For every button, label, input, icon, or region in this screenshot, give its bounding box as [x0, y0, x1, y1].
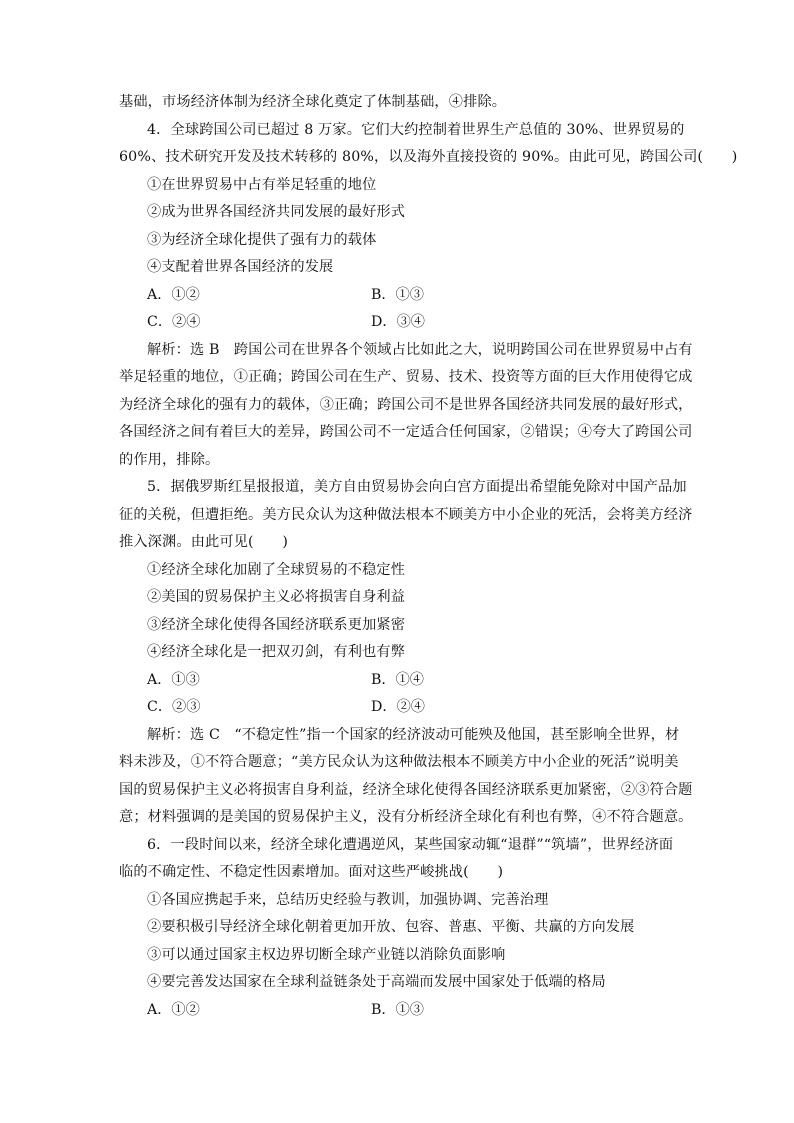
q6-option-a: A．①② — [147, 1002, 200, 1018]
question-6-stem: 6．一段时间以来，经济全球化遭遇逆风，某些国家动辄“退群”“筑墙”，世界经济面 — [147, 837, 674, 853]
q6-statement-4: ④要完善发达国家在全球利益链条处于高端而发展中国家处于低端的格局 — [147, 974, 606, 990]
q6-statement-2: ②要积极引导经济全球化朝着更加开放、包容、普惠、平衡、共赢的方向发展 — [147, 919, 635, 935]
q4-statement-3: ③为经济全球化提供了强有力的载体 — [147, 232, 377, 248]
q6-statement-1: ①各国应携起手来，总结历史经验与教训，加强协调、完善治理 — [147, 892, 549, 908]
question-5-stem: 5．据俄罗斯红星报报道，美方自由贸易协会向白宫方面提出希望能免除对中国产品加 — [147, 479, 687, 495]
q5-analysis-cont: 料未涉及，①不符合题意；“美方民众认为这种做法根本不顾美方中小企业的死活”说明美 — [119, 754, 679, 770]
q4-option-d: D．③④ — [371, 314, 425, 330]
question-4-stem: 4．全球跨国公司已超过 8 万家。它们大约控制着世界生产总值的 30%、世界贸易的 — [147, 122, 685, 138]
q5-option-a: A．①③ — [147, 672, 200, 688]
q5-analysis: 解析：选 C “不稳定性”指一个国家的经济波动可能殃及他国，甚至影响全世界，材 — [147, 727, 680, 743]
q6-option-b: B．①③ — [371, 1002, 424, 1018]
q4-statement-1: ①在世界贸易中占有举足轻重的地位 — [147, 177, 377, 193]
q5-option-d: D．②④ — [371, 699, 425, 715]
q5-statement-2: ②美国的贸易保护主义必将损害自身利益 — [147, 589, 406, 605]
q4-option-c: C．②④ — [147, 314, 201, 330]
question-6-stem-cont: 临的不确定性、不稳定性因素增加。面对这些严峻挑战( ) — [119, 864, 504, 880]
question-5-stem-cont: 征的关税，但遭拒绝。美方民众认为这种做法根本不顾美方中小企业的死活，会将美方经济 — [119, 507, 693, 523]
q4-statement-4: ④支配着世界各国经济的发展 — [147, 259, 334, 275]
question-4-stem-cont: 60%、技术研究开发及技术转移的 80%，以及海外直接投资的 90%。由此可见，跨国公司( ) — [119, 149, 738, 165]
q4-analysis-cont: 的作用，排除。 — [119, 452, 220, 468]
q4-option-a: A．①② — [147, 287, 200, 303]
q5-analysis-cont: 意；材料强调的是美国的贸易保护主义，没有分析经济全球化有利也有弊，④不符合题意。 — [119, 809, 693, 825]
q5-option-b: B．①④ — [371, 672, 424, 688]
q5-analysis-cont: 国的贸易保护主义必将损害自身利益，经济全球化使得各国经济联系更加紧密，②③符合题 — [119, 782, 693, 798]
q5-statement-1: ①经济全球化加剧了全球贸易的不稳定性 — [147, 562, 406, 578]
question-5-stem-cont: 推入深渊。由此可见( ) — [119, 534, 289, 550]
text-line: 基础，市场经济体制为经济全球化奠定了体制基础，④排除。 — [119, 94, 507, 110]
q4-analysis-cont: 各国经济之间有着巨大的差异，跨国公司不一定适合任何国家，②错误；④夸大了跨国公司 — [119, 424, 693, 440]
q4-analysis-cont: 为经济全球化的强有力的载体，③正确；跨国公司不是世界各国经济共同发展的最好形式， — [119, 397, 693, 413]
q6-statement-3: ③可以通过国家主权边界切断全球产业链以消除负面影响 — [147, 947, 506, 963]
q4-statement-2: ②成为世界各国经济共同发展的最好形式 — [147, 204, 406, 220]
q4-analysis: 解析：选 B 跨国公司在世界各个领域占比如此之大，说明跨国公司在世界贸易中占有 — [147, 342, 693, 358]
q4-analysis-cont: 举足轻重的地位，①正确；跨国公司在生产、贸易、技术、投资等方面的巨大作用使得它成 — [119, 369, 693, 385]
q5-statement-3: ③经济全球化使得各国经济联系更加紧密 — [147, 617, 406, 633]
q5-option-c: C．②③ — [147, 699, 201, 715]
q4-option-b: B．①③ — [371, 287, 424, 303]
q5-statement-4: ④经济全球化是一把双刃剑，有利也有弊 — [147, 644, 406, 660]
